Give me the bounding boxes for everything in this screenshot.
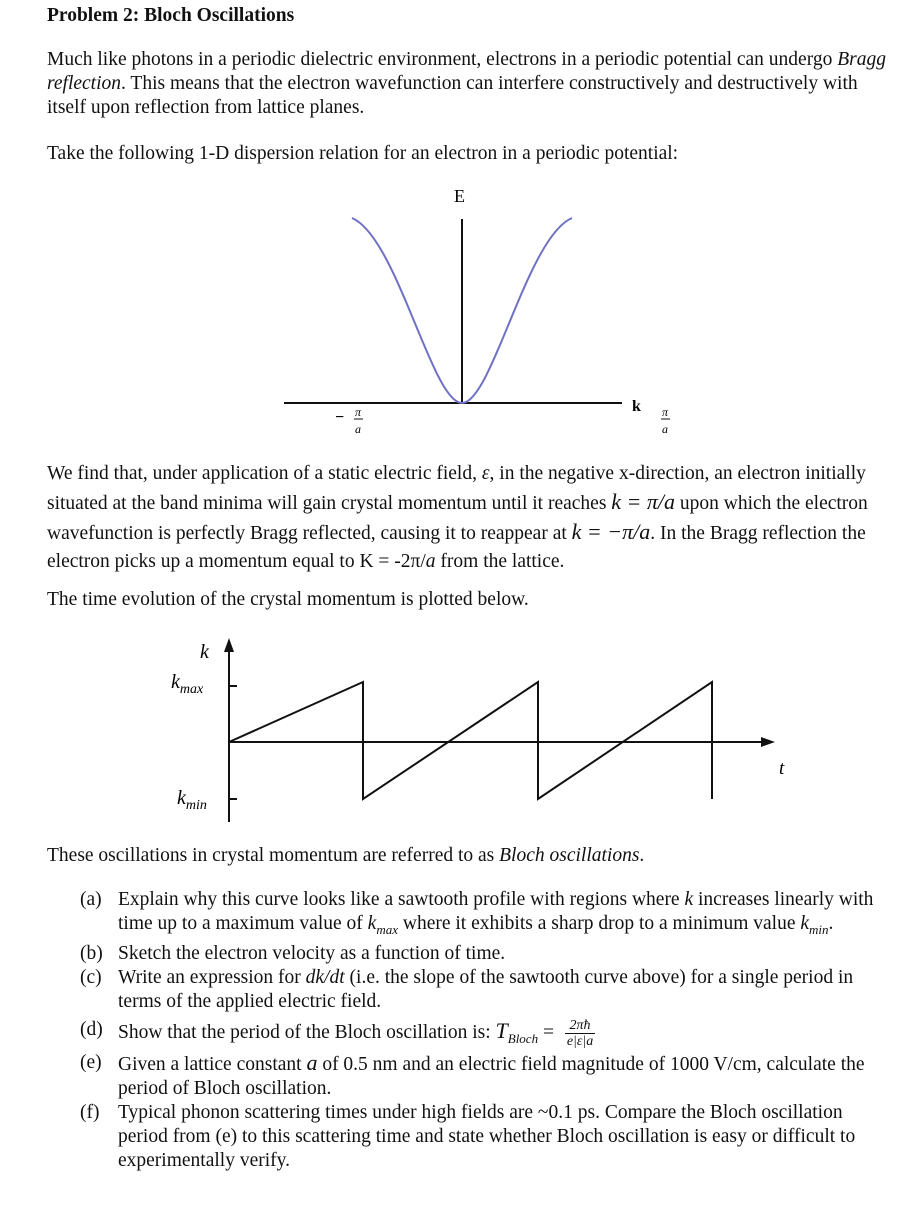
left-tick-a: a (355, 422, 361, 436)
question-e-label: (e) (80, 1051, 102, 1073)
question-c (80, 966, 880, 1014)
right-tick-a: a (662, 422, 668, 436)
problem-title: Problem 2: Bloch Oscillations (47, 5, 295, 26)
question-f-label: (f) (80, 1101, 100, 1123)
qa-kmax: k (367, 913, 377, 934)
dispersion-y-label: E (454, 186, 465, 206)
qa-kmin: k (800, 913, 810, 934)
bragg-text-d: . In the Bragg reflection the electron picks up a momentum equal to K = -2π/ (47, 523, 866, 572)
sawtooth-y-arrow (224, 638, 234, 652)
bragg-text-a: We find that, under application of a static electric field, (47, 463, 482, 484)
sawtooth-y-label: k (200, 641, 209, 663)
osc-text-a: These oscillations in crystal momentum are referred to as (47, 845, 500, 866)
qa-text-1: Explain why this curve looks like a sawtooth profile with regions where (118, 889, 685, 910)
question-e (80, 1051, 880, 1101)
qb-text: Sketch the electron velocity as a function of time. (118, 942, 506, 964)
question-b-label: (b) (80, 942, 103, 964)
question-c-label: (c) (80, 966, 102, 988)
qd-text: Show that the period of the Bloch oscillation is: (118, 1021, 496, 1043)
kmax-label-k: k (171, 671, 180, 693)
take-paragraph: Take the following 1-D dispersion relation for an electron in a periodic potential: (47, 143, 679, 164)
bragg-text-c: upon which the electron wavefunction is perfectly Bragg reflected, causing it to reappear at (47, 493, 868, 544)
field-symbol: ε (481, 463, 490, 484)
qa-text-2: increases linearly with time up to a maximum value of (118, 889, 874, 934)
kmin-label (177, 787, 207, 813)
qc-dkdt: dk/dt (305, 966, 345, 988)
qf-text: Typical phonon scattering times under high fields are ~0.1 ps. Compare the Bloch oscillation period from (e) to this scattering time and state whether Bloch oscillation is easy or difficult to experimentally verify. (118, 1101, 856, 1171)
qd-T: T (495, 1017, 508, 1043)
time-evolution-paragraph: The time evolution of the crystal momentum is plotted below. (47, 589, 529, 610)
qc-text-1: Write an expression for (118, 966, 306, 988)
bragg-text-e: from the lattice. (435, 551, 565, 572)
a-symbol: a (425, 551, 436, 572)
qa-text-3: where it exhibits a sharp drop to a minimum value (397, 913, 801, 934)
oscillations-paragraph (47, 844, 887, 868)
question-d-label: (d) (80, 1018, 103, 1040)
qa-text-4: . (828, 913, 834, 934)
intro-text-1: Much like photons in a periodic dielectric environment, electrons in a periodic potential can undergo (47, 49, 838, 70)
question-a-label: (a) (80, 889, 102, 910)
qd-T-sub: Bloch (507, 1030, 539, 1046)
qa-k: k (684, 889, 694, 910)
sawtooth-curve (229, 682, 712, 799)
question-b (80, 942, 880, 966)
intro-paragraph (47, 48, 887, 120)
question-d (80, 1018, 880, 1051)
k-max-expression: k = π/a (611, 489, 676, 514)
sawtooth-figure (167, 634, 785, 834)
qa-kmax-sub: max (376, 921, 398, 937)
right-tick-pi: π (662, 405, 669, 419)
question-list (80, 888, 880, 1173)
kmax-label-sub: max (179, 682, 204, 697)
qe-text-2: of 0.5 nm and an electric field magnitude of 1000 V/cm, calculate the period of Bloch oscillation. (118, 1053, 865, 1099)
period-numerator: 2πħ (565, 1018, 595, 1034)
k-min-expression: k = −π/a (571, 519, 651, 544)
qc-text-2: (i.e. the slope of the sawtooth curve above) for a single period in terms of the applied electric field. (118, 966, 854, 1012)
osc-term: Bloch oscillations (499, 845, 640, 866)
left-tick-pi: π (355, 405, 362, 419)
kmin-label-sub: min (185, 798, 207, 813)
bragg-text-b: , in the negative x-direction, an electron initially situated at the band minima will gain crystal momentum until it reaches (47, 463, 866, 514)
bragg-paragraph (47, 460, 887, 576)
question-f (80, 1101, 880, 1173)
osc-text-b: . (639, 845, 645, 866)
kmax-label (171, 671, 204, 697)
sawtooth-t-arrow (761, 737, 775, 747)
period-denominator: e|ε|a (566, 1033, 594, 1049)
dispersion-x-label: k (632, 398, 641, 415)
dispersion-figure (277, 179, 697, 441)
sawtooth-t-label: t (779, 758, 785, 779)
qa-kmin-sub: min (809, 921, 829, 937)
intro-term: Bragg reflection (47, 49, 886, 94)
intro-text-2: . This means that the electron wavefunction can interfere constructively and destructively with itself upon reflection from lattice planes. (47, 73, 858, 118)
question-a (80, 888, 880, 942)
left-tick-sign: − (335, 409, 345, 426)
qe-text-1: Given a lattice constant (118, 1053, 307, 1075)
qe-a: a (306, 1049, 318, 1075)
qd-equals: = (538, 1021, 559, 1043)
period-fraction (565, 1018, 595, 1049)
kmin-label-k: k (177, 787, 186, 809)
